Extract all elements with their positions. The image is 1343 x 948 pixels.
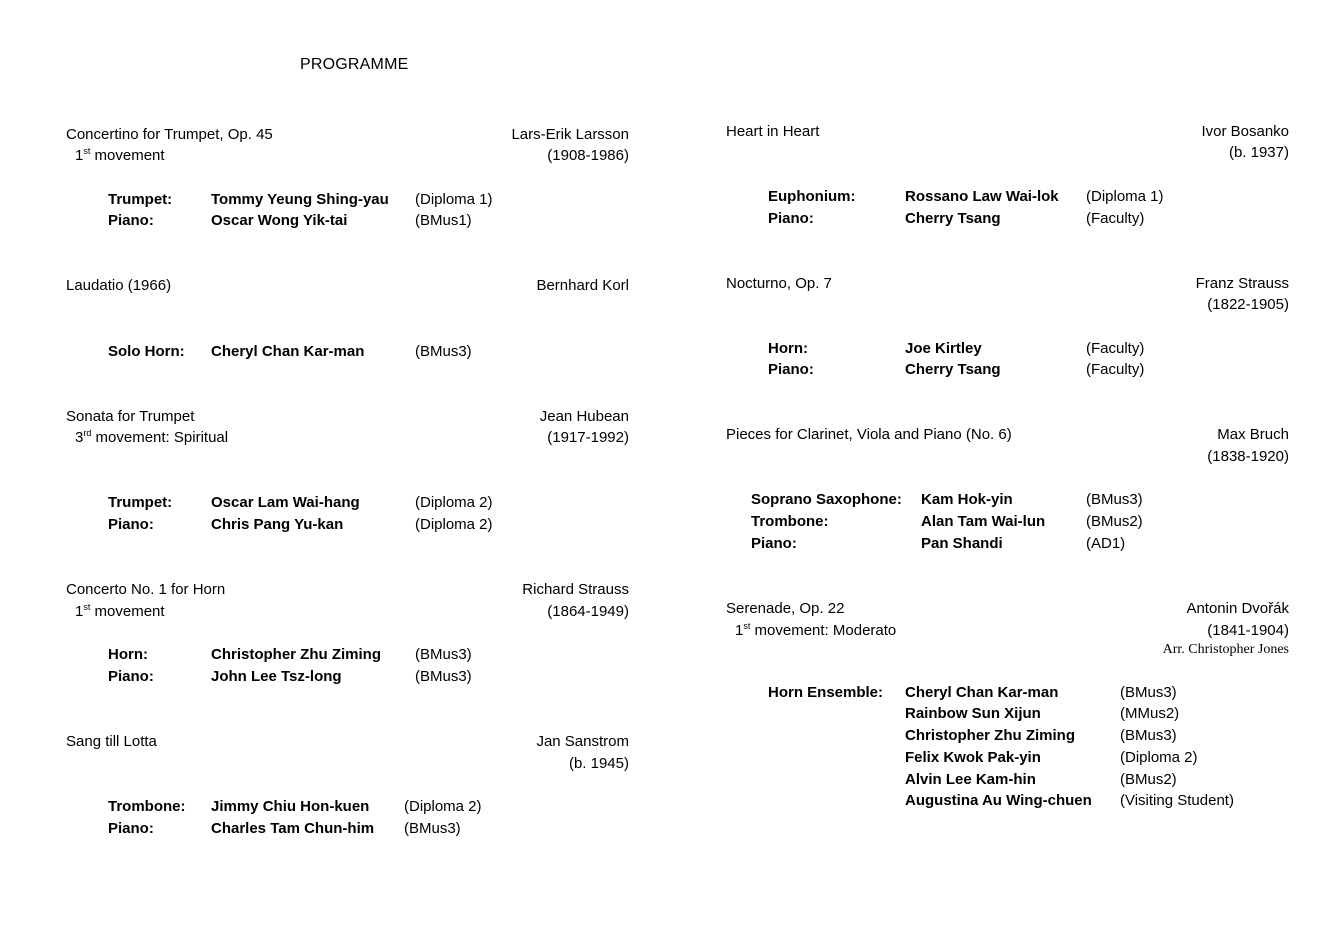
performer-name: Rainbow Sun Xijun [905, 705, 1041, 722]
performer-instrument: Horn: [768, 340, 808, 357]
performer-name: Joe Kirtley [905, 340, 982, 357]
performer-row [108, 796, 528, 818]
movement-number: 1 [75, 603, 84, 620]
performer-year: (Diploma 2) [1120, 749, 1198, 766]
performer-year: (Faculty) [1086, 361, 1145, 378]
performer-row [108, 492, 528, 514]
movement-number: 1 [735, 622, 744, 639]
piece-header [726, 121, 1289, 165]
movement-ordinal: st [743, 621, 751, 631]
performer-year: (BMus2) [1120, 771, 1177, 788]
piece-header [66, 124, 629, 168]
composer-name: Jan Sanstrom [536, 733, 629, 750]
performer-year: (Diploma 1) [1086, 188, 1164, 205]
piece-header [726, 424, 1289, 468]
piece-title: Concerto No. 1 for Horn [66, 581, 226, 598]
performer-name: Charles Tam Chun-him [211, 820, 375, 837]
performer-instrument: Trumpet: [108, 494, 173, 511]
movement-ordinal: st [83, 602, 91, 612]
performer-row [108, 341, 528, 363]
performer-row [768, 359, 1208, 381]
performer-year: (Faculty) [1086, 340, 1145, 357]
programme-heading: PROGRAMME [300, 56, 409, 73]
performer-instrument: Euphonium: [768, 188, 856, 205]
piece-title: Concertino for Trumpet, Op. 45 [66, 126, 273, 143]
performer-year: (BMus2) [1086, 513, 1143, 530]
performer-name: Alvin Lee Kam-hin [905, 771, 1036, 788]
performer-year: (BMus3) [415, 646, 472, 663]
performer-row [768, 703, 1268, 725]
performer-instrument: Piano: [768, 361, 814, 378]
composer-name: Lars-Erik Larsson [511, 126, 629, 143]
performer-row [768, 769, 1268, 791]
performer-row [108, 644, 528, 666]
performer-name: Augustina Au Wing-chuen [905, 792, 1092, 809]
composer-years: (1822-1905) [1207, 296, 1289, 313]
performer-row [768, 725, 1268, 747]
performer-instrument: Trombone: [751, 513, 829, 530]
performer-name: Oscar Wong Yik-tai [211, 212, 348, 229]
piece-title: Nocturno, Op. 7 [726, 275, 832, 292]
performer-row [108, 818, 528, 840]
performer-instrument: Soprano Saxophone: [751, 491, 902, 508]
piece-header [66, 731, 629, 775]
movement-line [735, 620, 896, 641]
composer-years: (1864-1949) [547, 603, 629, 620]
composer-name: Antonin Dvořák [1186, 600, 1289, 617]
performer-row [751, 533, 1211, 555]
performer-name: Oscar Lam Wai-hang [211, 494, 360, 511]
performer-name: Cherry Tsang [905, 210, 1001, 227]
performer-row [768, 682, 1268, 704]
performer-year: (BMus3) [1120, 727, 1177, 744]
performer-instrument: Piano: [768, 210, 814, 227]
piece-title: Laudatio (1966) [66, 277, 172, 294]
performer-instrument: Trombone: [108, 798, 186, 815]
performer-instrument: Piano: [751, 535, 797, 552]
performer-row [751, 489, 1211, 511]
performer-year: (Diploma 2) [415, 516, 493, 533]
performer-row [768, 790, 1268, 812]
piece-title: Heart in Heart [726, 123, 820, 140]
performer-name: Felix Kwok Pak-yin [905, 749, 1041, 766]
performer-name: Cheryl Chan Kar-man [905, 684, 1059, 701]
performer-year: (Faculty) [1086, 210, 1145, 227]
movement-text: movement: Moderato [750, 622, 897, 639]
performer-name: Chris Pang Yu-kan [211, 516, 344, 533]
movement-text: movement: Spiritual [91, 429, 229, 446]
performer-name: Alan Tam Wai-lun [921, 513, 1046, 530]
composer-years: (1908-1986) [547, 147, 629, 164]
composer-name: Ivor Bosanko [1201, 123, 1289, 140]
movement-line [75, 427, 228, 448]
movement-ordinal: rd [83, 428, 92, 438]
piece-header [66, 406, 629, 450]
movement-line [75, 601, 165, 622]
performer-name: Jimmy Chiu Hon-kuen [211, 798, 370, 815]
performer-name: Christopher Zhu Ziming [211, 646, 381, 663]
performer-instrument: Piano: [108, 212, 154, 229]
performer-instrument: Trumpet: [108, 191, 173, 208]
performer-row [108, 514, 528, 536]
piece-title: Sonata for Trumpet [66, 408, 195, 425]
performer-name: Tommy Yeung Shing-yau [211, 191, 389, 208]
performer-year: (BMus3) [415, 343, 472, 360]
movement-line [75, 145, 165, 166]
arranger-credit: Arr. Christopher Jones [1162, 642, 1289, 657]
performer-row [768, 186, 1208, 208]
piece-title: Serenade, Op. 22 [726, 600, 845, 617]
composer-name: Richard Strauss [522, 581, 629, 598]
performer-row [751, 511, 1211, 533]
performer-name: Rossano Law Wai-lok [905, 188, 1059, 205]
movement-text: movement [90, 603, 165, 620]
performer-instrument: Horn Ensemble: [768, 684, 884, 701]
composer-years: (b. 1945) [568, 755, 629, 772]
performer-name: Cherry Tsang [905, 361, 1001, 378]
composer-years: (1838-1920) [1207, 448, 1289, 465]
piece-header [726, 598, 1289, 662]
performer-year: (Diploma 1) [415, 191, 493, 208]
performer-year: (AD1) [1086, 535, 1126, 552]
piece-header [726, 273, 1289, 317]
performer-year: (Diploma 2) [404, 798, 482, 815]
performer-instrument: Piano: [108, 820, 154, 837]
composer-years: (1917-1992) [547, 429, 629, 446]
performer-year: (Diploma 2) [415, 494, 493, 511]
piece-title: Pieces for Clarinet, Viola and Piano (No. 6) [726, 426, 1012, 443]
piece-title: Sang till Lotta [66, 733, 157, 750]
movement-number: 1 [75, 147, 84, 164]
performer-row [108, 666, 528, 688]
performer-row [768, 747, 1268, 769]
performer-name: Cheryl Chan Kar-man [211, 343, 365, 360]
performer-instrument: Horn: [108, 646, 148, 663]
composer-years: (b. 1937) [1228, 144, 1289, 161]
performer-year: (BMus3) [415, 668, 472, 685]
performer-name: Kam Hok-yin [921, 491, 1013, 508]
performer-row [108, 189, 528, 211]
composer-name: Franz Strauss [1195, 275, 1289, 292]
performer-name: Christopher Zhu Ziming [905, 727, 1075, 744]
composer-years: (1841-1904) [1207, 622, 1289, 639]
performer-year: (Visiting Student) [1120, 792, 1234, 809]
movement-text: movement [90, 147, 165, 164]
piece-header [66, 275, 629, 297]
performer-row [108, 210, 528, 232]
performer-year: (BMus3) [404, 820, 461, 837]
performer-name: Pan Shandi [921, 535, 1003, 552]
performer-year: (BMus3) [1086, 491, 1143, 508]
performer-year: (BMus1) [415, 212, 472, 229]
performer-year: (MMus2) [1120, 705, 1180, 722]
performer-year: (BMus3) [1120, 684, 1177, 701]
movement-number: 3 [75, 429, 84, 446]
performer-row [768, 338, 1208, 360]
composer-name: Jean Hubean [539, 408, 629, 425]
performer-instrument: Solo Horn: [108, 343, 185, 360]
performer-instrument: Piano: [108, 516, 154, 533]
movement-ordinal: st [83, 146, 91, 156]
piece-header [66, 579, 629, 623]
performer-name: John Lee Tsz-long [211, 668, 342, 685]
performer-row [768, 208, 1208, 230]
composer-name: Max Bruch [1217, 426, 1289, 443]
composer-name: Bernhard Korl [536, 277, 629, 294]
performer-instrument: Piano: [108, 668, 154, 685]
